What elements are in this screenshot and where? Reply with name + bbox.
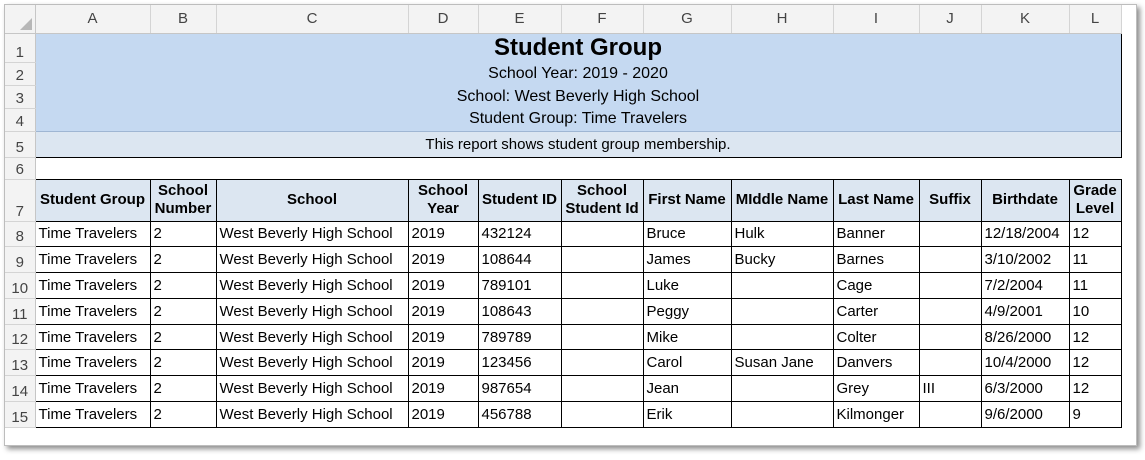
table-cell-student-group[interactable]: Time Travelers xyxy=(35,298,150,324)
table-header-school-student-id[interactable]: School Student Id xyxy=(561,179,643,221)
table-cell-school-number[interactable]: 2 xyxy=(150,324,216,350)
table-cell-middle-name[interactable] xyxy=(731,402,833,428)
table-cell-last-name[interactable]: Barnes xyxy=(833,247,919,273)
table-cell-school-year[interactable]: 2019 xyxy=(408,221,478,247)
column-header-a[interactable]: A xyxy=(35,5,150,33)
table-header-birthdate[interactable]: Birthdate xyxy=(981,179,1069,221)
table-cell-grade-level[interactable]: 12 xyxy=(1069,350,1121,376)
table-cell-grade-level[interactable]: 12 xyxy=(1069,221,1121,247)
table-header-student-id[interactable]: Student ID xyxy=(478,179,561,221)
table-cell-suffix[interactable] xyxy=(919,298,981,324)
table-cell-school[interactable]: West Beverly High School xyxy=(216,350,408,376)
table-cell-school[interactable]: West Beverly High School xyxy=(216,247,408,273)
table-cell-last-name[interactable]: Cage xyxy=(833,273,919,299)
column-header-b[interactable]: B xyxy=(150,5,216,33)
row-header-8[interactable]: 8 xyxy=(5,221,35,247)
row-header-3[interactable]: 3 xyxy=(5,85,35,108)
table-cell-last-name[interactable]: Danvers xyxy=(833,350,919,376)
table-cell-first-name[interactable]: Mike xyxy=(643,324,731,350)
table-cell-student-group[interactable]: Time Travelers xyxy=(35,273,150,299)
table-cell-student-group[interactable]: Time Travelers xyxy=(35,376,150,402)
table-cell-middle-name[interactable]: Bucky xyxy=(731,247,833,273)
table-cell-suffix[interactable] xyxy=(919,402,981,428)
table-cell-school-student-id[interactable] xyxy=(561,402,643,428)
table-cell-school-year[interactable]: 2019 xyxy=(408,324,478,350)
table-row xyxy=(5,402,1121,428)
table-cell-school[interactable]: West Beverly High School xyxy=(216,324,408,350)
column-header-e[interactable]: E xyxy=(478,5,561,33)
table-cell-grade-level[interactable]: 12 xyxy=(1069,376,1121,402)
report-title[interactable]: Student Group xyxy=(35,33,1121,62)
row-header-4[interactable]: 4 xyxy=(5,108,35,131)
table-cell-school-year[interactable]: 2019 xyxy=(408,247,478,273)
table-cell-student-id[interactable]: 108644 xyxy=(478,247,561,273)
table-cell-suffix[interactable] xyxy=(919,350,981,376)
table-cell-suffix[interactable]: III xyxy=(919,376,981,402)
table-cell-school-number[interactable]: 2 xyxy=(150,350,216,376)
table-cell-student-group[interactable]: Time Travelers xyxy=(35,221,150,247)
cell-empty-b6[interactable] xyxy=(150,157,216,179)
table-header-suffix[interactable]: Suffix xyxy=(919,179,981,221)
table-header-grade-level[interactable]: Grade Level xyxy=(1069,179,1121,221)
table-cell-student-id[interactable]: 987654 xyxy=(478,376,561,402)
table-cell-grade-level[interactable]: 10 xyxy=(1069,298,1121,324)
table-row xyxy=(5,298,1121,324)
table-cell-last-name[interactable]: Kilmonger xyxy=(833,402,919,428)
table-cell-school[interactable]: West Beverly High School xyxy=(216,298,408,324)
table-cell-first-name[interactable]: James xyxy=(643,247,731,273)
row-header-10[interactable]: 10 xyxy=(5,273,35,299)
table-cell-first-name[interactable]: Carol xyxy=(643,350,731,376)
table-cell-school-student-id[interactable] xyxy=(561,324,643,350)
table-cell-suffix[interactable] xyxy=(919,221,981,247)
column-header-h[interactable]: H xyxy=(731,5,833,33)
table-cell-student-id[interactable]: 108643 xyxy=(478,298,561,324)
table-cell-suffix[interactable] xyxy=(919,247,981,273)
table-cell-school-number[interactable]: 2 xyxy=(150,376,216,402)
report-school[interactable]: School: West Beverly High School xyxy=(35,85,1121,108)
table-cell-school-year[interactable]: 2019 xyxy=(408,376,478,402)
row-header-13[interactable]: 13 xyxy=(5,350,35,376)
column-header-d[interactable]: D xyxy=(408,5,478,33)
table-cell-grade-level[interactable]: 11 xyxy=(1069,247,1121,273)
table-cell-student-group[interactable]: Time Travelers xyxy=(35,247,150,273)
row-header-12[interactable]: 12 xyxy=(5,324,35,350)
row-header-1[interactable]: 1 xyxy=(5,33,35,62)
row-header-11[interactable]: 11 xyxy=(5,298,35,324)
cell-empty-f6[interactable] xyxy=(561,157,643,179)
report-student-group[interactable]: Student Group: Time Travelers xyxy=(35,108,1121,131)
table-cell-last-name[interactable]: Banner xyxy=(833,221,919,247)
column-header-g[interactable]: G xyxy=(643,5,731,33)
table-cell-school-year[interactable]: 2019 xyxy=(408,273,478,299)
table-cell-grade-level[interactable]: 11 xyxy=(1069,273,1121,299)
table-cell-suffix[interactable] xyxy=(919,324,981,350)
table-cell-birthdate[interactable]: 8/26/2000 xyxy=(981,324,1069,350)
table-cell-school-year[interactable]: 2019 xyxy=(408,350,478,376)
table-cell-student-id[interactable]: 123456 xyxy=(478,350,561,376)
table-cell-student-group[interactable]: Time Travelers xyxy=(35,350,150,376)
cell-empty-d6[interactable] xyxy=(408,157,478,179)
table-row xyxy=(5,324,1121,350)
table-cell-student-group[interactable]: Time Travelers xyxy=(35,324,150,350)
table-cell-middle-name[interactable] xyxy=(731,324,833,350)
table-cell-school-student-id[interactable] xyxy=(561,350,643,376)
table-cell-first-name[interactable]: Erik xyxy=(643,402,731,428)
cell-empty-e6[interactable] xyxy=(478,157,561,179)
table-cell-middle-name[interactable] xyxy=(731,273,833,299)
report-school-year[interactable]: School Year: 2019 - 2020 xyxy=(35,62,1121,85)
column-header-l[interactable]: L xyxy=(1069,5,1121,33)
table-cell-student-group[interactable]: Time Travelers xyxy=(35,402,150,428)
table-header-school[interactable]: School xyxy=(216,179,408,221)
cell-empty-j6[interactable] xyxy=(919,157,981,179)
table-cell-birthdate[interactable]: 7/2/2004 xyxy=(981,273,1069,299)
spreadsheet-grid xyxy=(5,5,1122,428)
table-cell-suffix[interactable] xyxy=(919,273,981,299)
report-description[interactable]: This report shows student group membership. xyxy=(35,131,1121,157)
table-header-first-name[interactable]: First Name xyxy=(643,179,731,221)
table-cell-first-name[interactable]: Luke xyxy=(643,273,731,299)
table-cell-first-name[interactable]: Peggy xyxy=(643,298,731,324)
table-header-school-year[interactable]: School Year xyxy=(408,179,478,221)
cell-empty-h6[interactable] xyxy=(731,157,833,179)
table-header-student-group[interactable]: Student Group xyxy=(35,179,150,221)
table-cell-birthdate[interactable]: 9/6/2000 xyxy=(981,402,1069,428)
table-cell-student-id[interactable]: 789101 xyxy=(478,273,561,299)
table-cell-school-student-id[interactable] xyxy=(561,247,643,273)
cell-empty-c6[interactable] xyxy=(216,157,408,179)
row-header-2[interactable]: 2 xyxy=(5,62,35,85)
table-cell-school[interactable]: West Beverly High School xyxy=(216,221,408,247)
row-header-6[interactable]: 6 xyxy=(5,157,35,179)
cell-empty-l6[interactable] xyxy=(1069,157,1121,179)
table-cell-birthdate[interactable]: 12/18/2004 xyxy=(981,221,1069,247)
table-cell-last-name[interactable]: Grey xyxy=(833,376,919,402)
table-cell-birthdate[interactable]: 10/4/2000 xyxy=(981,350,1069,376)
table-cell-student-id[interactable]: 789789 xyxy=(478,324,561,350)
table-cell-school-number[interactable]: 2 xyxy=(150,298,216,324)
column-header-k[interactable]: K xyxy=(981,5,1069,33)
table-row xyxy=(5,247,1121,273)
table-cell-student-id[interactable]: 432124 xyxy=(478,221,561,247)
table-row xyxy=(5,376,1121,402)
cell-empty-a6[interactable] xyxy=(35,157,150,179)
table-header-middle-name[interactable]: MIddle Name xyxy=(731,179,833,221)
table-cell-middle-name[interactable]: Hulk xyxy=(731,221,833,247)
table-cell-school-student-id[interactable] xyxy=(561,273,643,299)
select-all-triangle-icon xyxy=(20,18,32,30)
table-cell-middle-name[interactable] xyxy=(731,376,833,402)
table-row xyxy=(5,221,1121,247)
table-row xyxy=(5,273,1121,299)
table-cell-school-number[interactable]: 2 xyxy=(150,273,216,299)
table-cell-birthdate[interactable]: 3/10/2002 xyxy=(981,247,1069,273)
column-header-j[interactable]: J xyxy=(919,5,981,33)
table-cell-first-name[interactable]: Jean xyxy=(643,376,731,402)
select-all-corner[interactable] xyxy=(5,5,35,33)
table-cell-last-name[interactable]: Carter xyxy=(833,298,919,324)
table-cell-school-number[interactable]: 2 xyxy=(150,221,216,247)
table-cell-birthdate[interactable]: 6/3/2000 xyxy=(981,376,1069,402)
column-header-f[interactable]: F xyxy=(561,5,643,33)
row-header-14[interactable]: 14 xyxy=(5,376,35,402)
table-cell-school[interactable]: West Beverly High School xyxy=(216,273,408,299)
row-header-9[interactable]: 9 xyxy=(5,247,35,273)
table-cell-school-number[interactable]: 2 xyxy=(150,247,216,273)
table-cell-school-student-id[interactable] xyxy=(561,298,643,324)
table-cell-school-student-id[interactable] xyxy=(561,221,643,247)
table-header-school-number[interactable]: School Number xyxy=(150,179,216,221)
row-header-15[interactable]: 15 xyxy=(5,402,35,428)
cell-empty-i6[interactable] xyxy=(833,157,919,179)
table-cell-first-name[interactable]: Bruce xyxy=(643,221,731,247)
table-cell-school-year[interactable]: 2019 xyxy=(408,402,478,428)
table-cell-last-name[interactable]: Colter xyxy=(833,324,919,350)
table-row xyxy=(5,350,1121,376)
row-header-5[interactable]: 5 xyxy=(5,131,35,157)
spreadsheet-window xyxy=(4,4,1137,446)
table-cell-grade-level[interactable]: 12 xyxy=(1069,324,1121,350)
table-cell-birthdate[interactable]: 4/9/2001 xyxy=(981,298,1069,324)
table-cell-school-year[interactable]: 2019 xyxy=(408,298,478,324)
table-cell-school-number[interactable]: 2 xyxy=(150,402,216,428)
table-cell-middle-name[interactable]: Susan Jane xyxy=(731,350,833,376)
column-header-c[interactable]: C xyxy=(216,5,408,33)
table-cell-student-id[interactable]: 456788 xyxy=(478,402,561,428)
table-cell-school[interactable]: West Beverly High School xyxy=(216,376,408,402)
cell-empty-g6[interactable] xyxy=(643,157,731,179)
column-header-i[interactable]: I xyxy=(833,5,919,33)
table-cell-school[interactable]: West Beverly High School xyxy=(216,402,408,428)
table-cell-grade-level[interactable]: 9 xyxy=(1069,402,1121,428)
cell-empty-k6[interactable] xyxy=(981,157,1069,179)
table-cell-school-student-id[interactable] xyxy=(561,376,643,402)
table-header-last-name[interactable]: Last Name xyxy=(833,179,919,221)
row-header-7[interactable]: 7 xyxy=(5,179,35,221)
table-cell-middle-name[interactable] xyxy=(731,298,833,324)
